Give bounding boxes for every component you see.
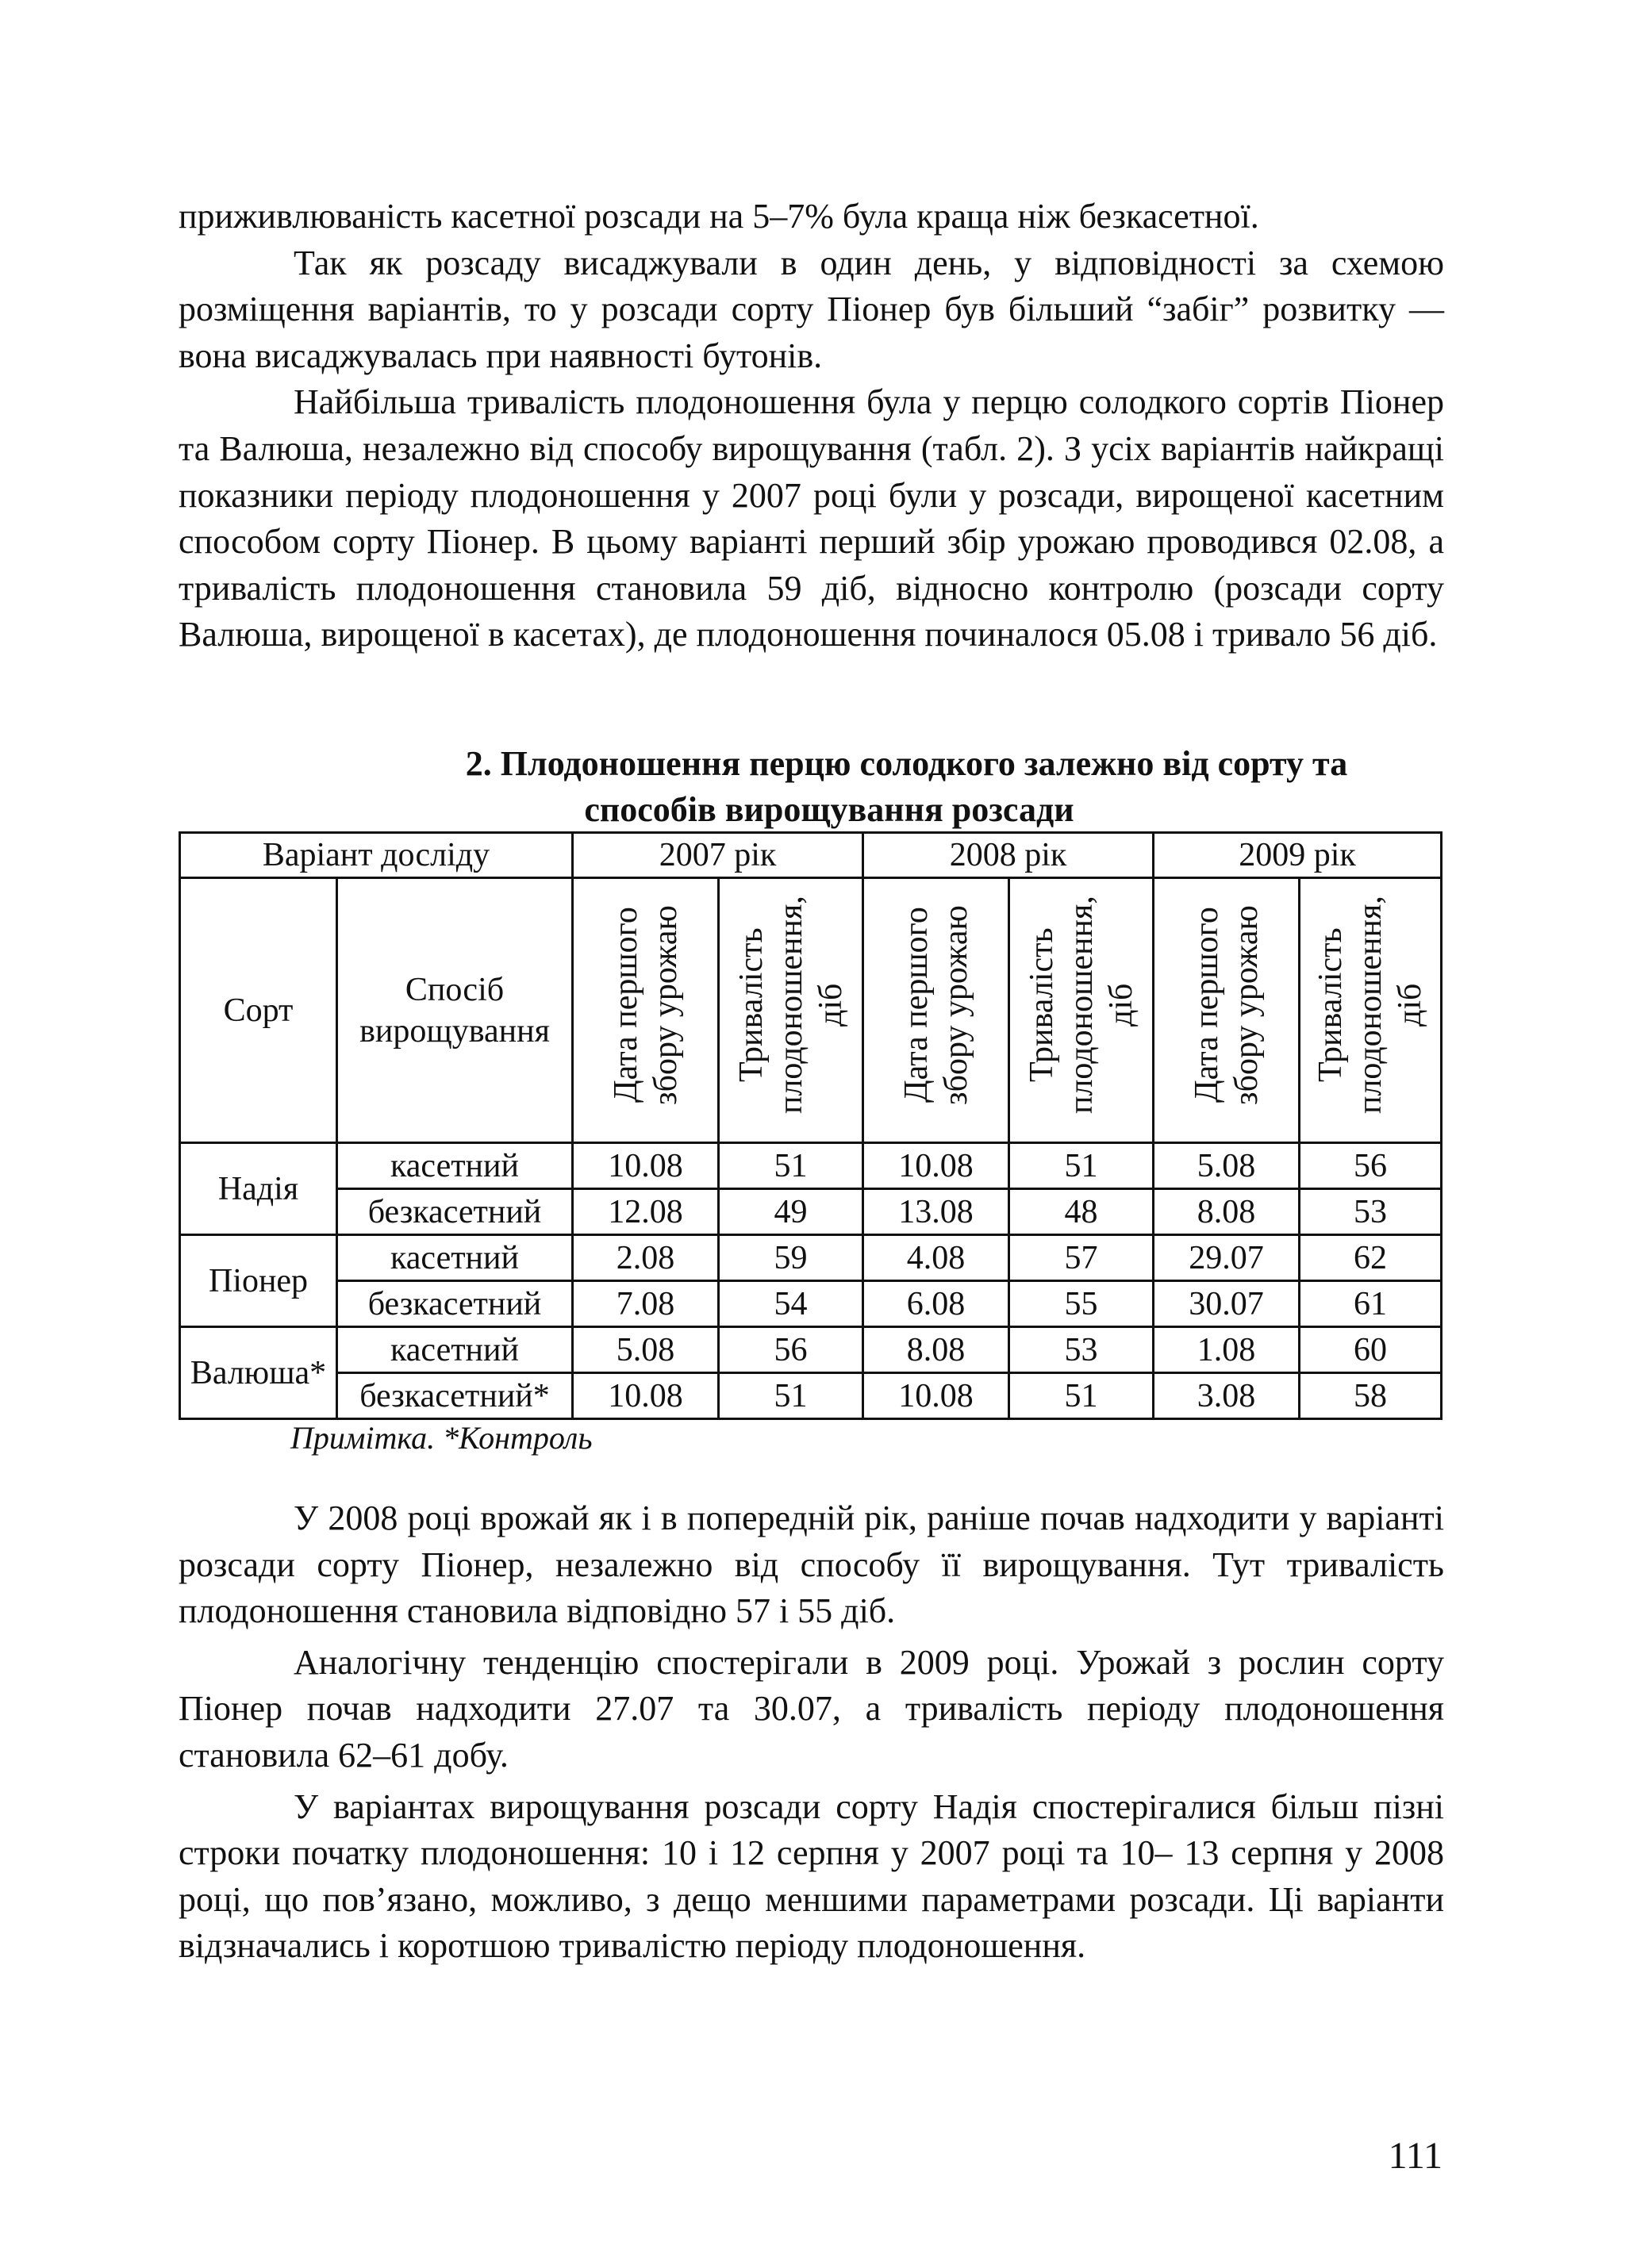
method-cell: касетний: [337, 1143, 573, 1189]
duration-header-label: Тривалість плодоношення, діб: [732, 896, 849, 1115]
value-cell: 51: [1009, 1143, 1154, 1189]
value-cell: 54: [719, 1281, 863, 1327]
value-cell: 4.08: [863, 1235, 1009, 1281]
sort-cell: Валюша*: [180, 1327, 337, 1419]
table-note: Примітка. *Контроль: [290, 1420, 593, 1456]
value-cell: 60: [1300, 1327, 1442, 1373]
year-header-2008: 2008 рік: [863, 833, 1154, 878]
method-cell: безкасетний: [337, 1189, 573, 1235]
text-block-bottom: [179, 1495, 1444, 1970]
paragraph: Аналогічну тенденцію спостерігали в 2009 році. Урожай з рослин сорту Піонер почав надходити 27.07 та 30.07, а тривалість періоду плодоношення становила 62–61 добу.: [179, 1642, 1444, 1775]
value-cell: 3.08: [1154, 1373, 1300, 1419]
method-cell: безкасетний*: [337, 1373, 573, 1419]
year-header-2009: 2009 рік: [1154, 833, 1442, 878]
value-cell: 61: [1300, 1281, 1442, 1327]
table-row: [180, 1143, 1442, 1189]
value-cell: 53: [1300, 1189, 1442, 1235]
page-number: 111: [1388, 2135, 1443, 2177]
table-header-row-years: [180, 833, 1442, 878]
value-cell: 29.07: [1154, 1235, 1300, 1281]
value-cell: 10.08: [573, 1373, 719, 1419]
value-cell: 51: [719, 1143, 863, 1189]
duration-header-2009: [1300, 878, 1442, 1143]
value-cell: 10.08: [863, 1373, 1009, 1419]
fruiting-table: [179, 831, 1443, 1420]
sort-cell: Піонер: [180, 1235, 337, 1327]
paragraph: Найбільша тривалість плодоношення була у перцю солодкого сортів Піонер та Валюша, незалежно від способу вирощування (табл. 2). З усіх варіантів найкращі показники періоду плодоношення у 2007 році були у розсади, вирощеної касетним способом сорту Піонер. В цьому варіанті перший збір урожаю проводився 02.08, а тривалість плодоношення становила 59 діб, відносно контролю (розсади сорту Валюша, вирощеної в касетах), де плодоношення починалося 05.08 і тривало 56 діб.: [179, 382, 1444, 654]
value-cell: 48: [1009, 1189, 1154, 1235]
date-header-2009: [1154, 878, 1300, 1143]
table-row: [180, 1235, 1442, 1281]
paragraph: У 2008 році врожай як і в попередній рік, раніше почав надходити у варіанті розсади сорту Піонер, незалежно від способу її вирощування. Тут тривалість плодоношення становила відповідно 57 і 55 діб.: [179, 1499, 1444, 1631]
text-block-top: [179, 194, 1444, 658]
value-cell: 56: [1300, 1143, 1442, 1189]
value-cell: 7.08: [573, 1281, 719, 1327]
method-cell: безкасетний: [337, 1281, 573, 1327]
value-cell: 10.08: [863, 1143, 1009, 1189]
date-header-2007: [573, 878, 719, 1143]
variant-header: Варіант досліду: [180, 833, 573, 878]
value-cell: 57: [1009, 1235, 1154, 1281]
date-header-label: Дата першого збору урожаю: [1188, 905, 1265, 1105]
value-cell: 5.08: [573, 1327, 719, 1373]
value-cell: 49: [719, 1189, 863, 1235]
value-cell: 62: [1300, 1235, 1442, 1281]
value-cell: 53: [1009, 1327, 1154, 1373]
value-cell: 2.08: [573, 1235, 719, 1281]
value-cell: 59: [719, 1235, 863, 1281]
value-cell: 8.08: [863, 1327, 1009, 1373]
method-header: Спосіб вирощування: [337, 878, 573, 1143]
value-cell: 55: [1009, 1281, 1154, 1327]
table-title-line-1: 2. Плодоношення перцю солодкого залежно від сорту та: [465, 744, 1348, 783]
value-cell: 5.08: [1154, 1143, 1300, 1189]
sort-cell: Надія: [180, 1143, 337, 1235]
duration-header-label: Тривалість плодоношення, діб: [1023, 896, 1139, 1115]
date-header-2008: [863, 878, 1009, 1143]
duration-header-2008: [1009, 878, 1154, 1143]
sort-header: Сорт: [180, 878, 337, 1143]
method-cell: касетний: [337, 1327, 573, 1373]
duration-header-label: Тривалість плодоношення, діб: [1312, 896, 1429, 1115]
paragraph: приживлюваність касетної розсади на 5–7% була краща ніж безкасетної.: [179, 197, 1259, 236]
table-title-line-2: способів вирощування розсади: [584, 790, 1074, 829]
value-cell: 13.08: [863, 1189, 1009, 1235]
value-cell: 12.08: [573, 1189, 719, 1235]
method-cell: касетний: [337, 1235, 573, 1281]
value-cell: 56: [719, 1327, 863, 1373]
table-header-row-columns: [180, 878, 1442, 1143]
table-row: [180, 1373, 1442, 1419]
duration-header-2007: [719, 878, 863, 1143]
value-cell: 30.07: [1154, 1281, 1300, 1327]
date-header-label: Дата першого збору урожаю: [897, 905, 974, 1105]
value-cell: 10.08: [573, 1143, 719, 1189]
value-cell: 1.08: [1154, 1327, 1300, 1373]
table-row: [180, 1281, 1442, 1327]
value-cell: 6.08: [863, 1281, 1009, 1327]
value-cell: 58: [1300, 1373, 1442, 1419]
value-cell: 51: [719, 1373, 863, 1419]
table-title: [179, 741, 1444, 833]
paragraph: У варіантах вирощування розсади сорту Надія спостерігалися більш пізні строки початку плодоношення: 10 і 12 серпня у 2007 році та 10– 13 серпня у 2008 році, що пов’язано, можливо, з дещо меншими параметрами розсади. Ці варіанти відзначались і коротшою тривалістю періоду плодоношення.: [179, 1786, 1444, 1966]
table-row: [180, 1189, 1442, 1235]
date-header-label: Дата першого збору урожаю: [607, 905, 684, 1105]
value-cell: 8.08: [1154, 1189, 1300, 1235]
paragraph: Так як розсаду висаджували в один день, у відповідності за схемою розміщення варіантів, то у розсади сорту Піонер був більший “забіг” розвитку — вона висаджувалась при наявності бутонів.: [179, 243, 1444, 375]
value-cell: 51: [1009, 1373, 1154, 1419]
year-header-2007: 2007 рік: [573, 833, 863, 878]
table-row: [180, 1327, 1442, 1373]
